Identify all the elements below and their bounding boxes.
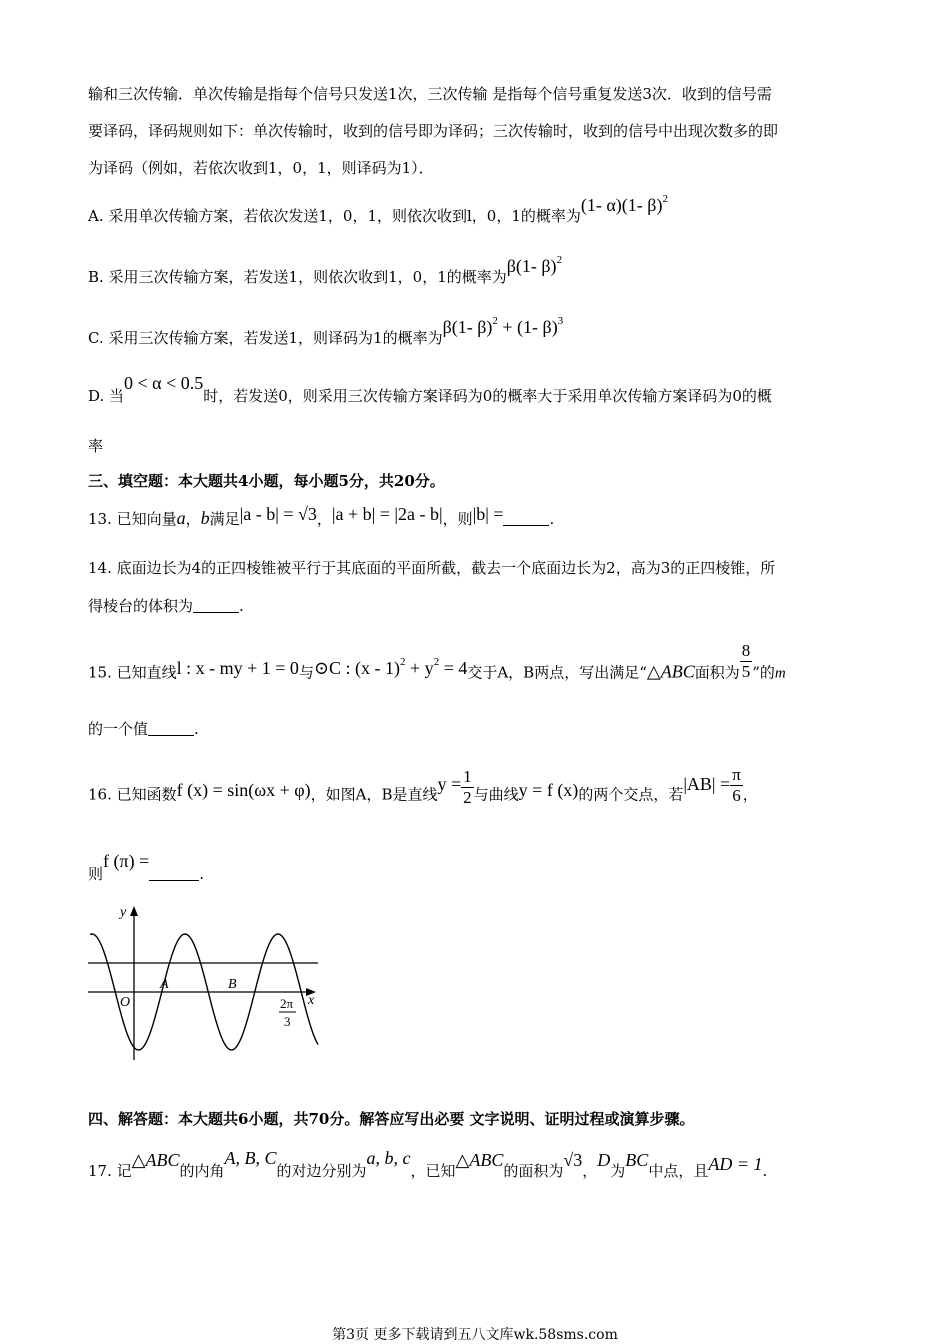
answer-blank [149,866,199,881]
question-14-line-2: 得棱台的体积为 . [88,597,244,615]
x-axis-label: x [308,993,315,1008]
tick-label-numerator: 2π [280,996,294,1011]
y-axis-label: y [120,905,127,920]
option-b [88,254,563,287]
page-footer: 第3页 更多下载请到五八文库wk.58sms.com [332,1327,618,1343]
question-17: 17. 记△ABC的内角A, B, C的对边分别为a, b, c，已知△ABC的面积为√3，D为BC中点，且AD = 1. [88,1148,768,1180]
q13-formula-2: |a + b| = |2a - b| [331,504,443,524]
option-a-formula: (1- α)(1- β)$^2$ [580,193,668,215]
y-axis-arrow [130,906,138,916]
question-15-line-2: 的一个值 . [88,720,199,738]
option-d [88,373,772,406]
q15-fraction: $\frac{8}{5}$ [741,641,751,681]
answer-blank [193,598,239,613]
q13-formula-1: |a - b| = √3 [239,504,317,524]
option-a-text: A. 采用单次传输方案，若依次发送1，0，1，则依次收到l，0，1的概率为 [88,207,581,225]
option-c-text: C. 采用三次传输方案，若发送1，则译码为1的概率为 [88,329,443,347]
question-16: 16. 已知函数f (x) = sin(ωx + φ)，如图A，B是直线y = $\frac{1}{2}$ 与曲线y = f (x)的两个交点，若|AB| = $\frac{\pi}{6}$ ， [88,765,758,807]
q15-line-formula: l : x - my + 1 = 0 [176,657,299,678]
question-16-line-2: 则f (π) =. [88,851,205,883]
answer-blank [148,721,194,736]
option-b-formula: β(1- β)$^2$ [506,254,563,276]
sine-graph [86,900,326,1070]
option-d-continuation: 率 [88,437,104,455]
point-b-label: B [228,977,237,992]
q16-function-formula: f (x) = sin(ωx + φ) [176,779,311,800]
question-14-line-1: 14. 底面边长为4的正四棱锥被平行于其底面的平面所截，截去一个底面边长为2，高为3的正四棱锥，所 [88,559,776,577]
intro-line-2: 要译码，译码规则如下：单次传输时，收到的信号即为译码；三次传输时，收到的信号中出现次数多的即 [88,122,779,140]
section-4-heading: 四、解答题：本大题共6小题，共70分。解答应写出必要 文字说明、证明过程或演算步骤。 [88,1110,695,1128]
q16-fraction-pi-6: $\frac{\pi}{6}$ [732,765,741,805]
option-d-formula: 0 < α < 0.5 [124,373,204,393]
tick-label-denominator: 3 [284,1014,291,1029]
origin-label: O [120,995,131,1010]
section-3-heading: 三、填空题：本大题共4小题，每小题5分，共20分。 [88,472,445,490]
intro-line-1: 输和三次传输．单次传输是指每个信号只发送1次，三次传输 是指每个信号重复发送3次．收到的信号需 [88,85,772,103]
q15-circle-formula: ⊙C : $(x - 1)^2 + y^2 = 4$ [313,655,468,678]
option-c [88,315,564,348]
option-a [88,193,668,226]
intro-line-3: 为译码（例如，若依次收到1，0，1，则译码为1）． [88,159,434,177]
question-15: 15. 已知直线l : x - my + 1 = 0与⊙C : $(x - 1)^2 + y^2 = 4$交于A，B两点，写出满足“△ABC面积为 $\frac{8}{5}$ ”的m [88,641,786,682]
option-d-prefix: D. 当 [88,387,125,405]
question-13: 13. 已知向量a，b满足|a - b| = √3，|a + b| = |2a - b|，则|b| = . [88,504,555,528]
option-b-text: B. 采用三次传输方案，若发送1，则依次收到1，0，1的概率为 [88,268,507,286]
answer-blank [503,511,549,526]
option-d-text: 时，若发送0，则采用三次传输方案译码为0的概率大于采用单次传输方案译码为0的概 [203,387,772,405]
point-a-label: A [160,977,169,992]
q13-formula-3: |b| = [472,504,504,524]
option-c-formula: β(1- β)$^2$ + (1- β)$^3$ [442,315,564,337]
q16-fraction-half: $\frac{1}{2}$ [463,767,472,807]
